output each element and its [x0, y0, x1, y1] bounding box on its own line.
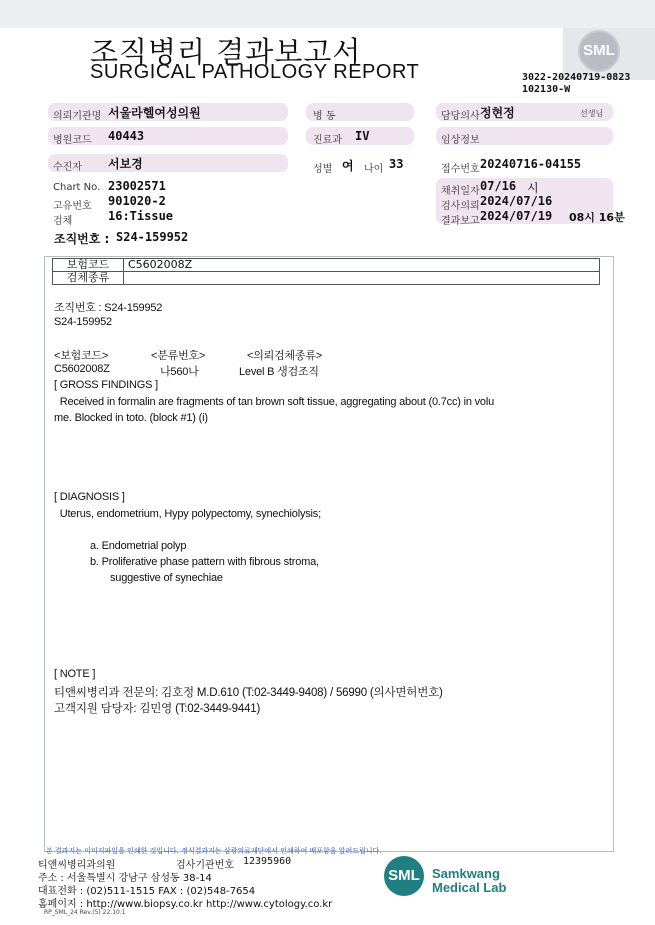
result-value: 2024/07/19	[480, 209, 553, 223]
sml-logo-icon: SML	[578, 30, 620, 72]
classification-cell: 나560나	[160, 366, 199, 378]
sex-value: 여	[342, 159, 354, 173]
unique-label: 고유번호	[53, 201, 92, 212]
report-tissue-line: 조직번호 : S24-159952	[54, 302, 163, 314]
specimen-type-value	[124, 272, 600, 285]
lab-name: 티앤씨병리과의원	[38, 860, 116, 871]
note-header: [ NOTE ]	[54, 668, 96, 680]
institution-value: 서울라헬여성의원	[108, 106, 201, 120]
request-label: 검사의뢰	[441, 201, 480, 212]
dept-value: IV	[355, 129, 370, 143]
specimen-label: 검체	[53, 216, 73, 227]
header-top-band	[0, 0, 655, 28]
chart-value: 23002571	[108, 179, 166, 193]
patient-label: 수진자	[53, 162, 82, 173]
note-line-2: 고객지원 담당자: 김민영 (T:02-3449-9441)	[54, 703, 261, 715]
table-row	[53, 259, 600, 272]
doctor-suffix: 선생님	[580, 109, 604, 118]
lab-homepage: 홈페이지 : http://www.biopsy.co.kr http://www.cytology.co.kr	[38, 899, 333, 910]
samkwang-logo-icon: SML	[384, 856, 424, 896]
document-sub-number: 102130-W	[522, 84, 571, 95]
report-tissue-line-2: S24-159952	[54, 316, 112, 328]
tissue-number-value: S24-159952	[116, 230, 189, 244]
result-time: 08시 16분	[569, 211, 625, 224]
dept-label: 진료과	[313, 135, 342, 146]
patient-value: 서보경	[108, 157, 143, 171]
insurance-code-value: C5602008Z	[124, 259, 600, 272]
document-number: 3022-20240719-0823	[522, 72, 631, 83]
specimen-kind-header: <의뢰검체종류>	[247, 350, 323, 362]
age-label: 나이	[364, 164, 384, 175]
hospital-code-label: 병원코드	[53, 135, 92, 146]
hospital-code-value: 40443	[108, 129, 145, 143]
diagnosis-item-a: a. Endometrial polyp	[90, 540, 187, 552]
chart-label: Chart No.	[53, 182, 101, 193]
brand-name-line-1: Samkwang	[432, 866, 500, 881]
sex-label: 성별	[313, 164, 333, 175]
print-notice: 본 결과지는 이미지파일을 인쇄한 것입니다. 정식결과지는 삼광의료재단에서 인쇄하여 배포함을 알려드립니다.	[46, 847, 382, 855]
brand-name-line-2: Medical Lab	[432, 880, 507, 895]
note-line-1: 티앤씨병리과 전문의: 김호정 M.D.610 (T:02-3449-9408) / 56990 (의사면허번호)	[54, 687, 443, 699]
diagnosis-item-b: b. Proliferative phase pattern with fibrous stroma,	[90, 556, 319, 568]
insurance-code-cell: C5602008Z	[54, 363, 110, 375]
patient-row-bg	[48, 154, 288, 172]
lab-phone: 대표전화 : (02)511-1515 FAX : (02)548-7654	[38, 886, 256, 897]
unique-value: 901020-2	[108, 194, 166, 208]
gross-findings-header: [ GROSS FINDINGS ]	[54, 379, 158, 391]
receipt-label: 접수번호	[441, 164, 480, 175]
diagnosis-item-b-cont: suggestive of synechiae	[110, 572, 223, 584]
diagnosis-line: Uterus, endometrium, Hypy polypectomy, synechiolysis;	[54, 508, 321, 520]
specimen-value: 16:Tissue	[108, 209, 174, 223]
specimen-type-label: 검체종류	[53, 272, 124, 285]
form-code: RP_SML_24 Rev.(5) 22.10.1	[44, 909, 126, 916]
request-value: 2024/07/16	[480, 194, 553, 208]
insurance-table	[52, 258, 600, 285]
lab-address: 주소 : 서울특별시 강남구 삼성동 38-14	[38, 873, 212, 884]
gross-findings-line-2: me. Blocked in toto. (block #1) (i)	[54, 412, 208, 424]
institution-label: 의뢰기관명	[53, 111, 102, 122]
report-title-english: SURGICAL PATHOLOGY REPORT	[90, 61, 420, 83]
lab-number-label: 검사기관번호	[176, 860, 234, 871]
collect-value: 07/16	[480, 179, 517, 193]
doctor-label: 담당의사	[441, 111, 480, 122]
table-row	[53, 272, 600, 285]
clinical-info-label: 임상정보	[441, 135, 480, 146]
age-value: 33	[389, 157, 404, 171]
gross-findings-line-1: Received in formalin are fragments of tan brown soft tissue, aggregating about (0.7cc) in volu	[54, 396, 494, 408]
classification-header: <분류번호>	[151, 350, 206, 362]
result-label: 결과보고	[441, 216, 480, 227]
ward-label: 병 동	[313, 111, 336, 122]
report-body-box	[44, 256, 614, 852]
receipt-value: 20240716-04155	[480, 157, 582, 171]
collect-time: 시	[527, 181, 539, 195]
insurance-code-header: <보험코드>	[54, 350, 109, 362]
specimen-kind-cell: Level B 생검조직	[239, 366, 319, 378]
diagnosis-header: [ DIAGNOSIS ]	[54, 491, 125, 503]
insurance-code-label: 보험코드	[53, 259, 124, 272]
report-title-korean: 조직병리 결과보고서	[90, 35, 362, 69]
collect-label: 채취일자	[441, 186, 480, 197]
doctor-value: 정현정	[480, 106, 515, 120]
tissue-number-label: 조직번호 :	[54, 232, 110, 246]
lab-number: 12395960	[243, 856, 292, 867]
